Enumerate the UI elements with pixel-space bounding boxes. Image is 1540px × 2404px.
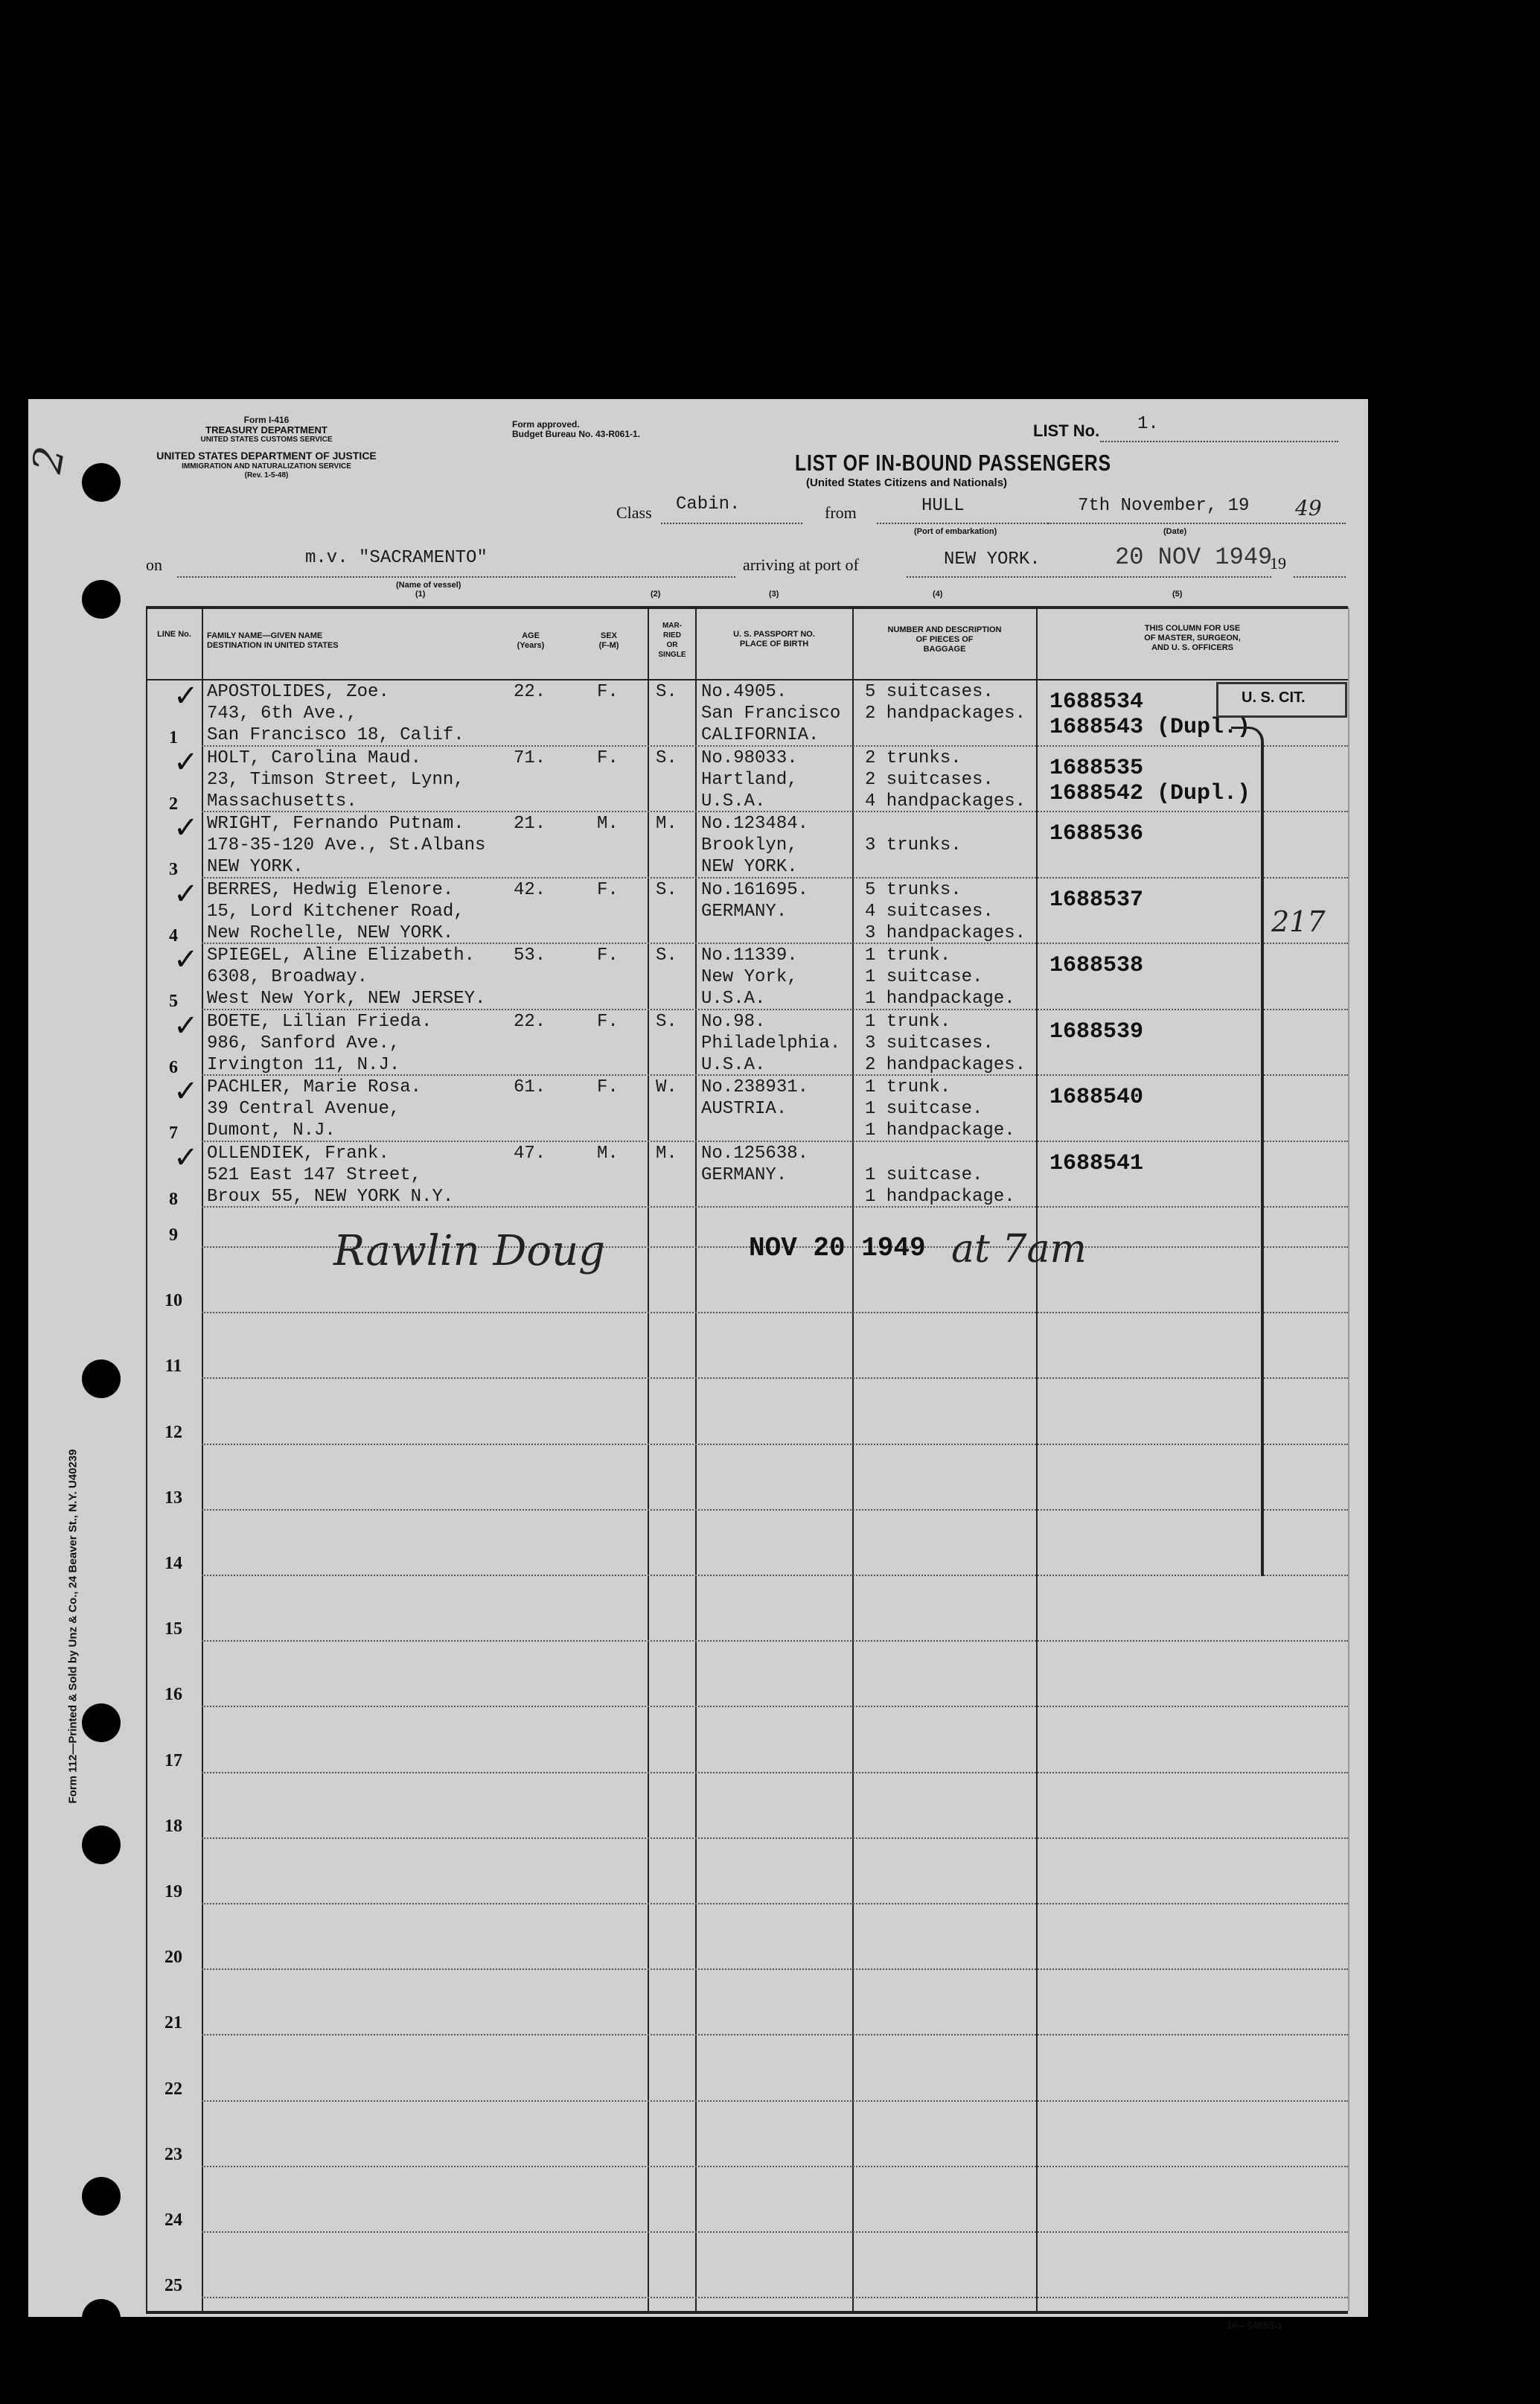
- row-rule: [202, 1377, 1348, 1379]
- passenger-destination: Broux 55, NEW YORK N.Y.: [207, 1186, 454, 1207]
- passenger-age: 53.: [514, 946, 546, 966]
- baggage-line: 4 suitcases.: [865, 901, 994, 922]
- checkmark-icon: ✓: [173, 876, 199, 911]
- ticket-number: 1688539: [1049, 1018, 1144, 1045]
- row-line-number: 21: [164, 2013, 182, 2033]
- passenger-name: PACHLER, Marie Rosa.: [207, 1077, 422, 1097]
- col-header-name: FAMILY NAME—GIVEN NAME DESTINATION IN UNITED STATES: [207, 631, 339, 650]
- baggage-line: 5 suitcases.: [865, 682, 994, 702]
- checkmark-icon: ✓: [173, 811, 199, 845]
- inspection-stamp: NOV 20 1949: [749, 1233, 926, 1263]
- passenger-age: 71.: [514, 747, 546, 768]
- row-line-number: 7: [169, 1123, 178, 1143]
- row-line-number: 12: [164, 1422, 182, 1442]
- row-rule: [202, 1575, 1348, 1576]
- passenger-age: 22.: [514, 1011, 546, 1032]
- baggage-line: 1 handpackage.: [865, 1120, 1015, 1141]
- baggage-line: 4 handpackages.: [865, 791, 1026, 812]
- baggage-line: 1 suitcase.: [865, 967, 983, 987]
- row-rule: [202, 2231, 1348, 2233]
- footer-code: 16—54653-1: [1227, 2320, 1283, 2331]
- from-label: from: [825, 503, 857, 522]
- row-line-number: 9: [169, 1225, 178, 1245]
- row-rule: [202, 877, 1348, 879]
- ticket-number: 1688540: [1049, 1085, 1144, 1110]
- place-of-birth: San Francisco: [701, 704, 841, 724]
- manifest-page: [23, 399, 1368, 2331]
- baggage-line: 3 trunks.: [865, 835, 962, 855]
- col-divider: [1348, 608, 1349, 2311]
- row-rule: [202, 2100, 1348, 2102]
- passenger-name: OLLENDIEK, Frank.: [207, 1143, 389, 1164]
- on-label: on: [146, 555, 162, 574]
- date-value: 7th November, 19: [1078, 496, 1250, 516]
- port-embark-caption: (Port of embarkation): [914, 527, 997, 536]
- row-line-number: 17: [164, 1750, 182, 1770]
- binder-hole: [82, 1359, 121, 1398]
- passenger-address: 743, 6th Ave.,: [207, 704, 357, 724]
- passenger-name: APOSTOLIDES, Zoe.: [207, 682, 389, 702]
- place-of-birth: GERMANY.: [701, 901, 787, 922]
- passport-number: No.123484.: [701, 814, 809, 834]
- col-2-number: (2): [651, 590, 661, 599]
- row-line-number: 20: [164, 1948, 182, 1968]
- port-embark-value: HULL: [921, 496, 965, 516]
- arrival-port-value: NEW YORK.: [944, 549, 1041, 570]
- passenger-address: 6308, Broadway.: [207, 967, 368, 987]
- passenger-marital-status: S.: [656, 1011, 677, 1032]
- passenger-destination: Irvington 11, N.J.: [207, 1054, 400, 1075]
- row-rule: [202, 1968, 1348, 1970]
- passenger-sex: F.: [597, 682, 619, 702]
- row-line-number: 18: [164, 1816, 182, 1836]
- passenger-address: 986, Sanford Ave.,: [207, 1033, 400, 1053]
- col-5-number: (5): [1172, 590, 1183, 599]
- passenger-marital-status: S.: [656, 747, 677, 768]
- col-header-officers: THIS COLUMN FOR USE OF MASTER, SURGEON, AND U. S. OFFICERS: [1144, 624, 1241, 652]
- passenger-address: 521 East 147 Street,: [207, 1164, 422, 1185]
- row-line-number: 16: [164, 1685, 182, 1705]
- passenger-name: SPIEGEL, Aline Elizabeth.: [207, 946, 476, 966]
- form-approved: Form approved.: [512, 419, 580, 430]
- checkmark-icon: ✓: [173, 1008, 199, 1043]
- row-rule: [202, 811, 1348, 812]
- row-rule: [202, 2034, 1348, 2035]
- passenger-destination: Massachusetts.: [207, 791, 357, 812]
- form-revision: (Rev. 1-5-48): [244, 471, 289, 479]
- passenger-age: 61.: [514, 1077, 546, 1097]
- place-of-birth: AUSTRIA.: [701, 1099, 787, 1119]
- col-header-line: LINE No.: [157, 630, 191, 639]
- baggage-line: 3 suitcases.: [865, 1033, 994, 1053]
- table-bottom-border: [146, 2311, 1348, 2314]
- col-header-age: AGE (Years): [517, 631, 545, 650]
- col-divider: [852, 608, 854, 2311]
- passenger-destination: NEW YORK.: [207, 857, 304, 877]
- baggage-line: 5 trunks.: [865, 879, 962, 900]
- passenger-sex: F.: [597, 879, 619, 900]
- customs-service: UNITED STATES CUSTOMS SERVICE: [200, 436, 333, 444]
- passenger-age: 47.: [514, 1143, 546, 1164]
- passenger-name: BERRES, Hedwig Elenore.: [207, 879, 454, 900]
- row-line-number: 4: [169, 925, 178, 946]
- col-header-married: MAR- RIED OR SINGLE: [658, 622, 686, 659]
- passenger-address: 178-35-120 Ave., St.Albans: [207, 835, 486, 855]
- vessel-value: m.v. "SACRAMENTO": [305, 548, 488, 568]
- passenger-marital-status: S.: [656, 946, 677, 966]
- place-of-birth-2: U.S.A.: [701, 989, 766, 1009]
- passenger-sex: M.: [597, 1143, 619, 1164]
- place-of-birth: Hartland,: [701, 769, 798, 790]
- col-divider: [695, 608, 697, 2311]
- row-rule: [202, 1837, 1348, 1839]
- passenger-address: 23, Timson Street, Lynn,: [207, 769, 464, 790]
- passenger-sex: F.: [597, 1011, 619, 1032]
- baggage-line: 1 trunk.: [865, 946, 951, 966]
- baggage-line: 1 suitcase.: [865, 1099, 983, 1119]
- ticket-number: 1688535: [1049, 755, 1144, 781]
- passenger-sex: F.: [597, 1077, 619, 1097]
- vessel-col-number: (1): [415, 590, 426, 599]
- inspection-time: at 7am: [951, 1227, 1087, 1272]
- checkmark-icon: ✓: [173, 679, 199, 713]
- row-rule: [202, 1312, 1348, 1313]
- row-line-number: 3: [169, 860, 178, 879]
- row-rule: [202, 1640, 1348, 1642]
- row-line-number: 8: [169, 1189, 178, 1209]
- passenger-age: 42.: [514, 879, 546, 900]
- row-line-number: 14: [164, 1554, 182, 1573]
- row-rule: [202, 1206, 1348, 1208]
- col-divider: [202, 608, 203, 2311]
- row-line-number: 6: [169, 1057, 178, 1077]
- row-line-number: 5: [169, 992, 178, 1011]
- row-rule: [202, 2166, 1348, 2167]
- page-title: LIST OF IN-BOUND PASSENGERS: [795, 450, 1111, 476]
- baggage-line: 1 suitcase.: [865, 1164, 983, 1185]
- total-count: 217: [1271, 905, 1326, 938]
- passenger-destination: Dumont, N.J.: [207, 1120, 336, 1141]
- row-rule: [202, 1706, 1348, 1707]
- ticket-number: 1688538: [1049, 953, 1144, 978]
- passenger-sex: F.: [597, 946, 619, 966]
- passport-number: No.161695.: [701, 879, 809, 900]
- arriving-label: arriving at port of: [743, 555, 859, 574]
- passenger-marital-status: W.: [656, 1077, 677, 1097]
- treasury-department: TREASURY DEPARTMENT: [205, 424, 328, 436]
- form-number: Form I-416: [243, 415, 290, 425]
- year-handwritten: 49: [1295, 496, 1322, 520]
- checkmark-icon: ✓: [173, 943, 199, 977]
- binder-hole: [82, 1703, 121, 1742]
- place-of-birth-2: U.S.A.: [701, 791, 766, 812]
- col-header-sex: SEX (F-M): [598, 631, 619, 650]
- passenger-name: BOETE, Lilian Frieda.: [207, 1011, 432, 1032]
- class-value: Cabin.: [676, 494, 741, 514]
- binder-hole: [82, 463, 121, 502]
- ticket-number: 1688537: [1049, 887, 1144, 913]
- binder-hole: [82, 2177, 121, 2216]
- passenger-sex: M.: [597, 814, 619, 834]
- baggage-line: 2 handpackages.: [865, 704, 1026, 724]
- ticket-number: 1688536: [1049, 821, 1144, 846]
- side-printer-imprint: Form 112—Printed & Sold by Unz & Co., 24 Beaver St., N.Y. U40239: [66, 1449, 80, 1804]
- justice-department: UNITED STATES DEPARTMENT OF JUSTICE: [156, 450, 377, 462]
- row-line-number: 22: [164, 2079, 182, 2099]
- passenger-destination: San Francisco 18, Calif.: [207, 725, 464, 745]
- passenger-marital-status: M.: [656, 814, 677, 834]
- place-of-birth-2: U.S.A.: [701, 1054, 766, 1075]
- row-line-number: 11: [164, 1356, 182, 1377]
- binder-hole: [82, 1826, 121, 1864]
- place-of-birth: Brooklyn,: [701, 835, 798, 855]
- col-3-number: (3): [769, 590, 779, 599]
- arrival-year-prefix: 19: [1270, 554, 1286, 573]
- passport-number: No.238931.: [701, 1077, 809, 1097]
- row-line-number: 15: [164, 1619, 182, 1639]
- checkmark-icon: ✓: [173, 745, 199, 779]
- row-rule: [202, 2297, 1348, 2298]
- binder-hole: [82, 580, 121, 619]
- margin-mark: 2: [23, 443, 74, 476]
- passenger-marital-status: S.: [656, 879, 677, 900]
- uscit-stamp: U. S. CIT.: [1242, 689, 1306, 706]
- bracket-mark: [1231, 727, 1264, 1576]
- binder-hole: [82, 2299, 121, 2338]
- ticket-number: 1688541: [1049, 1150, 1144, 1176]
- row-line-number: 2: [169, 794, 178, 814]
- list-no-label: LIST No.: [1033, 421, 1100, 440]
- checkmark-icon: ✓: [173, 1074, 199, 1109]
- passenger-address: 39 Central Avenue,: [207, 1099, 400, 1119]
- passenger-age: 22.: [514, 682, 546, 702]
- list-no-line: [1100, 421, 1338, 442]
- arrival-year-line: [1294, 557, 1346, 578]
- passport-number: No.125638.: [701, 1143, 809, 1164]
- baggage-line: 1 handpackage.: [865, 989, 1015, 1009]
- col-divider: [648, 608, 649, 2311]
- row-rule: [202, 745, 1348, 747]
- date-caption: (Date): [1163, 527, 1187, 536]
- row-line-number: 24: [164, 2210, 182, 2230]
- row-line-number: 23: [164, 2144, 182, 2164]
- row-line-number: 19: [164, 1882, 182, 1901]
- baggage-line: 2 trunks.: [865, 747, 962, 768]
- row-rule: [202, 1509, 1348, 1511]
- ins-service: IMMIGRATION AND NATURALIZATION SERVICE: [182, 462, 351, 471]
- passenger-name: WRIGHT, Fernando Putnam.: [207, 814, 464, 834]
- place-of-birth-2: CALIFORNIA.: [701, 725, 819, 745]
- row-rule: [202, 943, 1348, 944]
- row-line-number: 13: [164, 1488, 182, 1508]
- baggage-line: 2 suitcases.: [865, 769, 994, 790]
- row-rule: [202, 1074, 1348, 1076]
- ticket-number: 1688534: [1049, 689, 1144, 715]
- inspector-signature: Rawlin Doug: [333, 1227, 605, 1275]
- passport-number: No.11339.: [701, 946, 798, 966]
- budget-bureau: Budget Bureau No. 43-R061-1.: [512, 429, 641, 439]
- col-4-number: (4): [933, 590, 943, 599]
- passenger-address: 15, Lord Kitchener Road,: [207, 901, 464, 922]
- baggage-line: 2 handpackages.: [865, 1054, 1026, 1075]
- col-header-passport: U. S. PASSPORT NO. PLACE OF BIRTH: [733, 630, 815, 648]
- baggage-line: 1 trunk.: [865, 1011, 951, 1032]
- place-of-birth: GERMANY.: [701, 1164, 787, 1185]
- row-line-number: 25: [164, 2276, 182, 2296]
- table-header-border: [146, 679, 1348, 680]
- vessel-caption: (Name of vessel): [396, 581, 461, 590]
- baggage-line: 3 handpackages.: [865, 922, 1026, 943]
- col-divider: [1036, 608, 1038, 2311]
- passenger-marital-status: S.: [656, 682, 677, 702]
- col-header-baggage: NUMBER AND DESCRIPTION OF PIECES OF BAGGAGE: [887, 625, 1002, 654]
- passenger-destination: New Rochelle, NEW YORK.: [207, 922, 454, 943]
- place-of-birth: New York,: [701, 967, 798, 987]
- page-subtitle: (United States Citizens and Nationals): [806, 476, 1008, 489]
- arrival-date-stamp: 20 NOV 1949: [1115, 543, 1273, 571]
- col-divider: [146, 608, 147, 2311]
- place-of-birth: Philadelphia.: [701, 1033, 841, 1053]
- baggage-line: 1 trunk.: [865, 1077, 951, 1097]
- row-line-number: 10: [164, 1291, 182, 1311]
- ticket-number-duplicate: 1688543 (Dupl.): [1049, 715, 1251, 740]
- row-rule: [202, 1009, 1348, 1010]
- row-rule: [202, 1141, 1348, 1142]
- passport-number: No.98033.: [701, 747, 798, 768]
- passenger-age: 21.: [514, 814, 546, 834]
- row-rule: [202, 1903, 1348, 1904]
- passenger-sex: F.: [597, 747, 619, 768]
- table-top-border: [146, 606, 1348, 609]
- row-line-number: 1: [169, 728, 178, 747]
- ticket-number-duplicate: 1688542 (Dupl.): [1049, 780, 1251, 806]
- passport-number: No.4905.: [701, 682, 787, 702]
- row-rule: [202, 1444, 1348, 1445]
- passenger-marital-status: M.: [656, 1143, 677, 1164]
- passenger-destination: West New York, NEW JERSEY.: [207, 989, 486, 1009]
- checkmark-icon: ✓: [173, 1140, 199, 1175]
- place-of-birth-2: NEW YORK.: [701, 857, 798, 877]
- baggage-line: 1 handpackage.: [865, 1186, 1015, 1207]
- passport-number: No.98.: [701, 1011, 766, 1032]
- list-no-value: 1.: [1137, 414, 1159, 434]
- row-rule: [202, 1772, 1348, 1773]
- class-label: Class: [616, 503, 652, 522]
- passenger-name: HOLT, Carolina Maud.: [207, 747, 422, 768]
